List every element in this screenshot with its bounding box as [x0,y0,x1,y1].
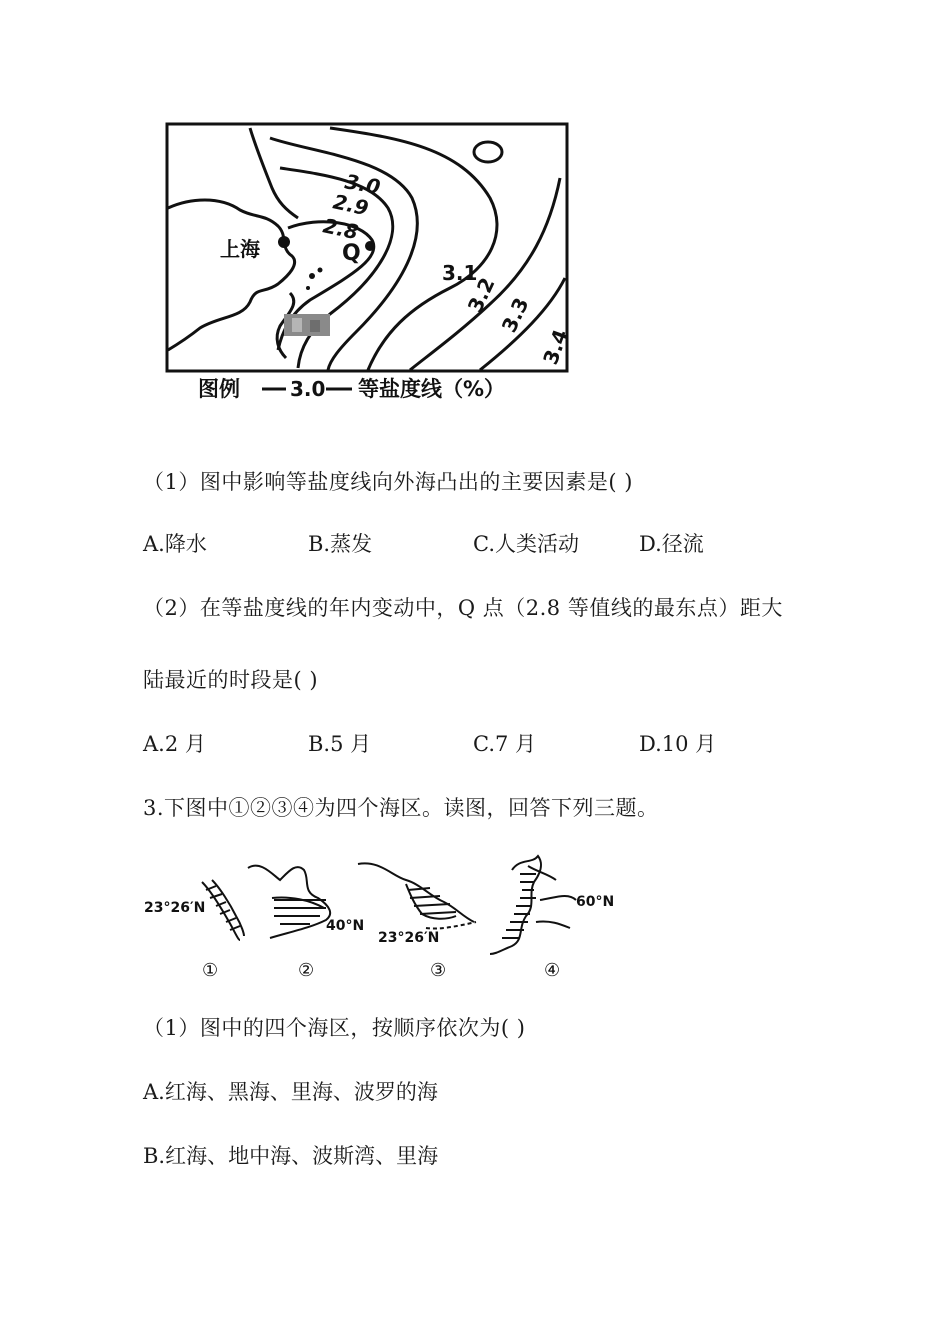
region-label-2: ② [298,960,315,981]
contour-label-3-4: 3.4 [538,326,573,368]
contour-label-3-2: 3.2 [462,273,500,317]
contour-label-3-0: 3.0 [343,169,383,200]
contour-label-3-3: 3.3 [496,293,534,337]
region-label-1: ① [202,960,219,981]
q2-1-option-b[interactable]: B.蒸发 [308,532,373,556]
q3-intro: 3.下图中①②③④为四个海区。读图，回答下列三题。 [143,796,659,820]
q2-1-option-c[interactable]: C.人类活动 [473,532,579,556]
contour-label-2-8: 2.8 [320,213,361,245]
q2-2-stem-line2: 陆最近的时段是( ) [143,668,319,692]
region-label-3: ③ [430,960,447,981]
legend-sample-value: 3.0 [290,377,326,401]
q3-1-option-b[interactable]: B.红海、地中海、波斯湾、里海 [143,1144,439,1168]
legend-label: 等盐度线（%） [358,377,506,401]
q2-2-option-b[interactable]: B.5 月 [308,732,372,756]
q2-2-stem-line1: （2）在等盐度线的年内变动中，Q 点（2.8 等值线的最东点）距大 [143,596,783,620]
region-label-4: ④ [544,960,561,981]
lat-label-3: 23°26′N [378,930,440,946]
q3-1-option-a[interactable]: A.红海、黑海、里海、波罗的海 [143,1080,438,1104]
salinity-map-figure [160,118,580,408]
q2-2-option-c[interactable]: C.7 月 [473,732,537,756]
q2-2-option-d[interactable]: D.10 月 [639,732,717,756]
lat-label-4: 60°N [576,894,615,910]
q-point-label: Q [342,241,361,266]
contour-label-2-9: 2.9 [330,189,371,221]
sea-regions-figure [140,850,620,985]
q2-1-option-d[interactable]: D.径流 [639,532,704,556]
q2-1-stem: （1）图中影响等盐度线向外海凸出的主要因素是( ) [143,470,633,494]
contour-label-3-1: 3.1 [442,261,478,285]
lat-label-1: 23°26′N [144,900,206,916]
shanghai-label: 上海 [220,237,260,261]
sea-regions-map [140,850,620,985]
q3-1-stem: （1）图中的四个海区，按顺序依次为( ) [143,1016,526,1040]
legend-prefix: 图例 [198,377,240,401]
salinity-map [160,118,580,408]
q2-2-option-a[interactable]: A.2 月 [143,732,206,756]
lat-label-2: 40°N [326,918,365,934]
q2-1-option-a[interactable]: A.降水 [143,532,207,556]
